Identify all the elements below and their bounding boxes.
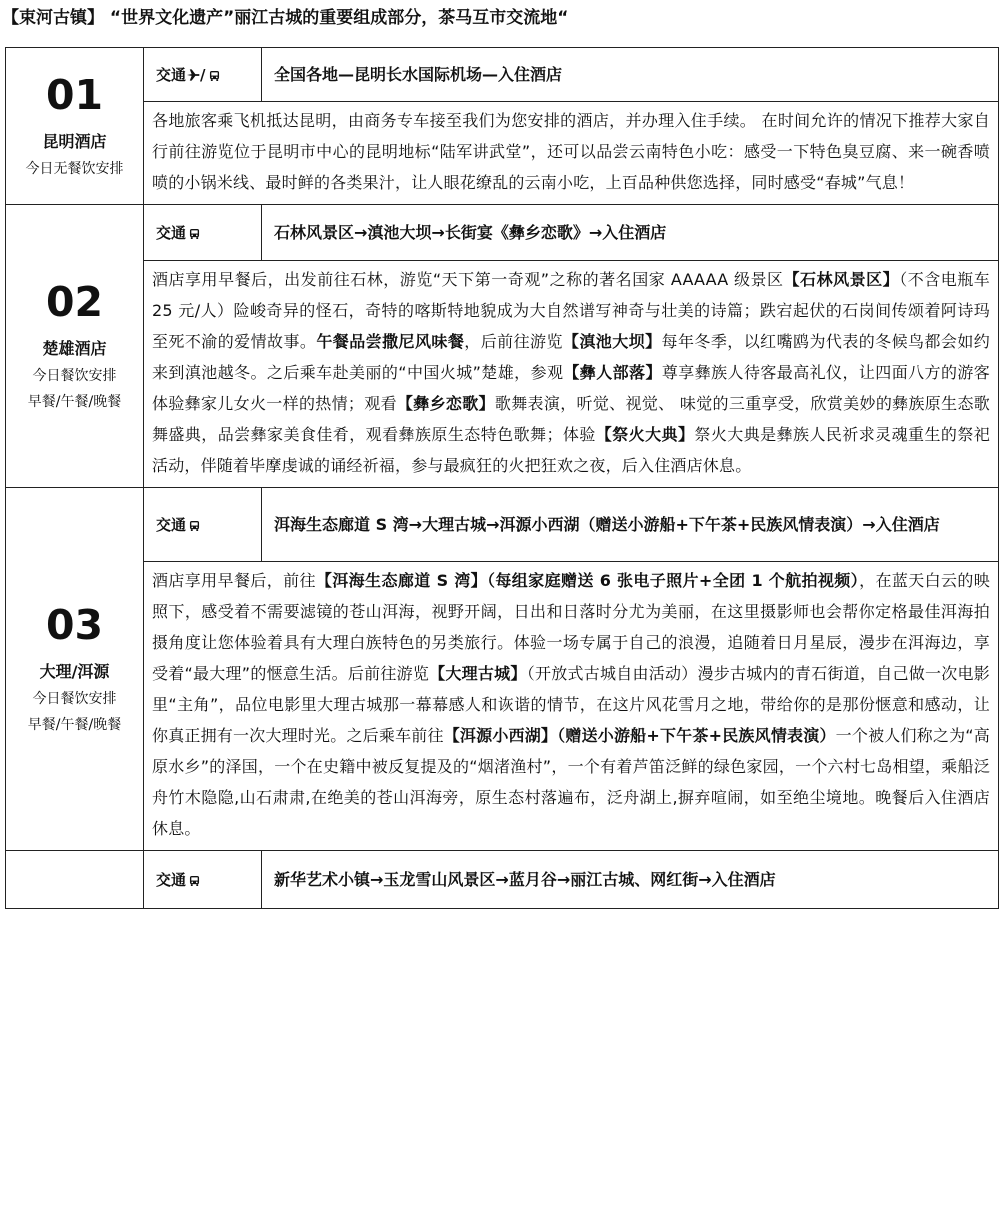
transport-label-cell [144, 488, 262, 562]
bus-icon [209, 71, 220, 81]
day-hotel: 昆明酒店 [42, 131, 107, 151]
desc-text: ，在蓝天白云的映照下，感受着不需要滤镜的苍山洱海，视野开阔，日出和日落时分尤为美丽，在这里摄影师也会帮你定格最佳洱海拍摄角度让您体验着具有大理白族特色的另类旅行。体验一场专属于自己的浪漫，追随着日月星辰，漫步在洱海边，享受着“最大理”的惬意生活。后前往游览 [152, 571, 990, 683]
day-4-transport-row [6, 851, 999, 909]
desc-highlight: 【祭火大典】 [595, 425, 695, 444]
desc-text: 祭火大典是彝族人民祈求灵魂重生的祭祀活动，伴随着毕摩虔诚的诵经祈福，参与最疯狂的火把狂欢之夜，后入住酒店休息。 [152, 425, 990, 475]
transport-label-cell [144, 205, 262, 261]
desc-text: 酒店享用早餐后，出发前往石林，游览“天下第一奇观”之称的著名国家 AAAAA 级景区 [152, 270, 784, 289]
desc-text: 酒店享用早餐后，前往 [152, 571, 316, 590]
desc-text: （开放式古城自由活动）漫步古城内的青石街道，自己做一次电影里“主角”，品位电影里大理古城那一幕幕感人和诙谐的情节，在这片风花雪月之地，带给你的是那份惬意和感动，让你真正拥有一次大理时光。之后乘车前往 [152, 664, 990, 745]
desc-text: 一个被人们称之为“高原水乡”的泽国，一个在史籍中被反复提及的“烟渚渔村”，一个有着芦笛泛鲜的绿色家园，一个六村七岛相望，乘船泛舟竹木隐隐,山石肃肃,在绝美的苍山洱海旁，原生态村落遍布，泛舟湖上,摒弃喧闹，如至绝尘境地。晚餐后入住酒店休息。 [152, 726, 990, 838]
day-3-desc-row [6, 562, 999, 851]
desc-text: 每年冬季，以红嘴鸥为代表的冬候鸟都会如约来到滇池越冬。之后乘车赴美丽的“中国火城”楚雄，参观 [152, 332, 990, 382]
day-3-transport-row [6, 488, 999, 562]
route-text: 石林风景区→滇池大坝→长街宴《彝乡恋歌》→入住酒店 [274, 222, 667, 242]
transport-label: 交通 [156, 516, 187, 534]
plane-icon [187, 69, 200, 81]
transport-label: 交通 [156, 224, 187, 242]
transport-label: 交通 [156, 871, 187, 889]
day-meal-info: 今日餐饮安排 [32, 367, 117, 384]
desc-highlight: 午餐品尝撒尼风味餐 [316, 332, 465, 351]
bus-icon [189, 521, 200, 531]
page-header [0, 0, 1000, 44]
desc-highlight: 【滇池大坝】 [562, 332, 662, 351]
day-hotel: 大理/洱源 [39, 661, 110, 681]
itinerary-table [5, 47, 999, 909]
day-4-summary [6, 851, 144, 909]
bus-icon [189, 876, 200, 886]
transport-label-cell [144, 851, 262, 909]
day-1-transport-row [6, 48, 999, 102]
day-number: 03 [45, 601, 104, 650]
desc-highlight: 【彝人部落】 [563, 363, 662, 382]
desc-text: ，后前往游览 [464, 332, 563, 351]
desc-text: 各地旅客乘飞机抵达昆明，由商务专车接至我们为您安排的酒店，并办理入住手续。 在时间允许的情况下推荐大家自行前往游览位于昆明市中心的昆明地标“陆军讲武堂”，还可以品尝云南特色小吃：感受一下特色臭豆腐、来一碗香喷喷的小锅米线、最时鲜的各类果汁，让人眼花缭乱的云南小吃，上百品种供您选择，同时感受“春城”气息！ [152, 111, 990, 192]
desc-text: 歌舞表演，听觉、视觉、 味觉的三重享受，欣赏美妙的彝族原生态歌舞盛典，品尝彝家美食佳肴，观看彝族原生态特色歌舞；体验 [152, 394, 990, 444]
route-cell [262, 205, 999, 261]
desc-highlight: 【石林风景区】 [783, 270, 900, 289]
day-1-summary [6, 48, 144, 205]
day-number: 02 [45, 278, 104, 327]
transport-label: 交通 [156, 66, 187, 84]
desc-highlight: 【大理古城】 [429, 664, 527, 683]
day-meal-info: 今日餐饮安排 [32, 690, 117, 707]
slash-separator: / [200, 66, 206, 84]
route-cell [262, 851, 999, 909]
day-3-summary [6, 488, 144, 851]
transport-label-cell [144, 48, 262, 102]
day-2-summary [6, 205, 144, 488]
desc-text: （不含电瓶车 25 元/人）险峻奇异的怪石，奇特的喀斯特地貌成为大自然谱写神奇与壮美的诗篇；跌宕起伏的石岗间传颂着阿诗玛至死不渝的爱情故事。 [152, 270, 990, 351]
day-3-description [144, 562, 999, 851]
day-meal-detail: 早餐/午餐/晚餐 [27, 393, 122, 410]
desc-text: 尊享彝族人待客最高礼仪，让四面八方的游客体验彝家儿女火一样的热情；观看 [152, 363, 990, 413]
day-1-description [144, 102, 999, 205]
day-1-desc-row [6, 102, 999, 205]
route-text: 洱海生态廊道 S 湾→大理古城→洱源小西湖（赠送小游船+下午茶+民族风情表演）→入住酒店 [274, 514, 940, 534]
route-text: 新华艺术小镇→玉龙雪山风景区→蓝月谷→丽江古城、网红街→入住酒店 [274, 869, 776, 889]
day-meal-detail: 早餐/午餐/晚餐 [27, 716, 122, 733]
day-meal-info: 今日无餐饮安排 [25, 160, 124, 177]
day-2-transport-row [6, 205, 999, 261]
route-text: 全国各地—昆明长水国际机场—入住酒店 [274, 64, 563, 84]
desc-highlight: 【彝乡恋歌】 [396, 394, 495, 413]
day-hotel: 楚雄酒店 [42, 338, 107, 358]
header-title: 【束河古镇】 “世界文化遗产”丽江古城的重要组成部分，茶马互市交流地“ [2, 8, 569, 28]
desc-highlight: 【洱源小西湖】（赠送小游船+下午茶+民族风情表演） [443, 726, 836, 745]
day-number: 01 [45, 71, 104, 120]
day-2-desc-row [6, 261, 999, 488]
desc-highlight: 【洱海生态廊道 S 湾】（每组家庭赠送 6 张电子照片+全团 1 个航拍视频） [315, 571, 860, 590]
bus-icon [189, 229, 200, 239]
route-cell [262, 48, 999, 102]
route-cell [262, 488, 999, 562]
day-2-description [144, 261, 999, 488]
